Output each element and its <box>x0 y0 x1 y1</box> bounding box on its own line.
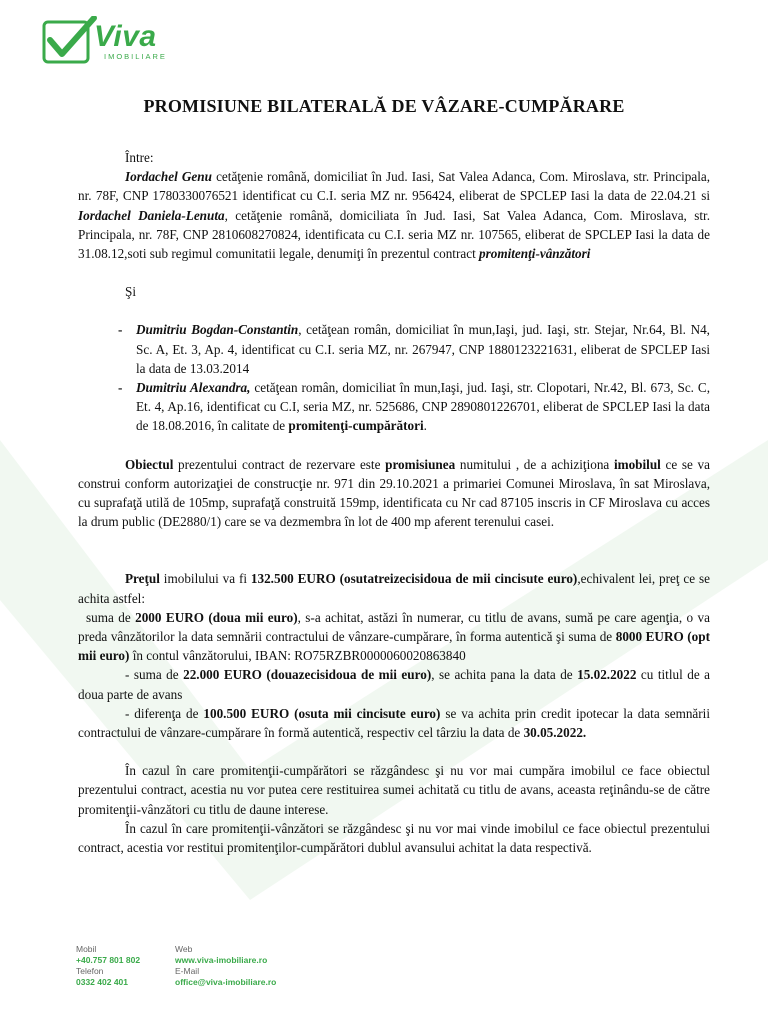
web-label: Web <box>175 944 193 954</box>
price-row-2-date: 15.02.2022 <box>577 667 637 683</box>
sellers-paragraph <box>78 167 710 263</box>
footer-web-column <box>175 944 315 988</box>
price-row-2-a: - suma de <box>125 667 184 683</box>
object-text-3: ce se va construi conform autorizaţiei de construcţie nr. 971 din 29.10.2021 a primariei Comunei Miroslava, în sat Miroslava, cu suprafaţă utilă de 105mp, suprafaţă construită 159mp, identificata cu Nr cad 87105 inscris in CF Miroslava cu acces la drum public (DE2880/1) care se va dezmembra în lot de 400 mp aferent terenului casei. <box>78 456 710 530</box>
price-row-3-c: se va achita prin credit ipotecar la data semnării contractului de vânzare-cumpărare în formă autentică, respectiv cel târziu la data de <box>78 705 710 741</box>
seller2-details: , cetăţenie română, domiciliata în Jud. Iasi, Sat Valea Adanca, Com. Miroslava, str. Principala, nr. 78F, CNP 2810608270824, identificata cu C.I. seria MZ nr. 107565, eliberat de SPCLEP Iasi la data de 31.08.12,soti sub regimul comunitatii legale, denumiţi în prezentul contract <box>78 207 710 262</box>
telefon-number[interactable]: 0332 402 401 <box>76 977 128 987</box>
seller1-details: cetăţenie română, domiciliat în Jud. Iasi, Sat Valea Adanca, Com. Miroslava, str. Principala, nr. 78F, CNP 1780330076521 identificat cu C.I. seria MZ nr. 956424, eliberat de SPCLEP Iasi la data de 22.04.21 si <box>78 169 711 204</box>
price-row-1-e: în contul vânzătorului, IBAN: RO75RZBR0000060020863840 <box>129 648 466 664</box>
telefon-label: Telefon <box>76 966 104 976</box>
seller2-name: Iordachel Daniela-Lenuta <box>78 207 225 223</box>
buyers-list <box>78 320 710 435</box>
price-row-3 <box>78 704 710 742</box>
clause-paragraph: În cazul în care promitenţii-vânzători se răzgândesc şi nu vor mai vinde imobilul ce face obiectul prezentului contract, acestia vor restitui promitenţilor-cumpărători dublul avansului achitat la data respectivă. <box>78 820 710 856</box>
bullet-dash: - <box>118 380 123 396</box>
document-title: PROMISIUNE BILATERALĂ DE VÂZARE-CUMPĂRARE <box>143 96 625 116</box>
price-row-1-a: suma de <box>86 609 136 625</box>
price-label: Preţul <box>125 571 160 587</box>
object-text-2: numitului , de a achiziţiona <box>455 456 614 472</box>
logo-subtitle: IMOBILIARE <box>104 52 167 61</box>
price-total: 132.500 EURO (osutatreizecisidoua de mii cincisute euro) <box>250 571 578 587</box>
mobil-number[interactable]: +40.757 801 802 <box>76 955 141 965</box>
intro-label: Între: <box>125 150 154 165</box>
price-row-1 <box>78 608 710 666</box>
price-row-1-amount: 2000 EURO (doua mii euro) <box>135 609 298 625</box>
buyer2-details: cetăţean român, domiciliat în mun,Iaşi, jud. Iaşi, str. Clopotari, Nr.42, Bl. 673, Sc. C, Et. 4, Ap.16, identificat cu C.I, seria MZ, nr. 525686, CNP 2890801226701, eliberat de SPCLEP Iasi la data de 18.08.2016, în calitate de <box>136 380 710 434</box>
email-link[interactable]: office@viva-imobiliare.ro <box>175 977 277 987</box>
price-row-2-amount: 22.000 EURO (douazecisidoua de mii euro) <box>183 667 432 683</box>
buyer-item <box>78 320 710 378</box>
price-row-3-a: - diferenţa de <box>125 705 204 721</box>
price-text-2: ,echivalent lei, preţ ce se achita astfel: <box>78 571 710 606</box>
price-row-3-date: 30.05.2022. <box>523 725 587 741</box>
mobil-label: Mobil <box>76 944 97 954</box>
email-label: E-Mail <box>175 966 200 976</box>
buyer1-details: , cetăţean român, domiciliat în mun,Iaşi, jud. Iaşi, str. Stejar, Nr.64, Bl. N4, Sc. A, Et. 3, Ap. 4, identificat cu C.I. seria MZ, nr. 267947, CNP 1880123221631, eliberat de SPCLEP Iasi la data de 13.03.2014 <box>136 322 710 376</box>
object-property: imobilul <box>613 456 661 472</box>
object-text-1: prezentului contract de rezervare este <box>173 456 386 472</box>
price-text-1: imobilului va fi <box>159 571 251 587</box>
price-row-2-e: cu titlul de a doua parte de avans <box>78 667 710 702</box>
price-row-2 <box>78 665 710 703</box>
price-row-2-c: , se achita pana la data de <box>431 667 578 683</box>
price-paragraph <box>78 569 710 607</box>
buyer2-tail: . <box>423 418 427 434</box>
web-link[interactable]: www.viva-imobiliare.ro <box>175 955 268 965</box>
bullet-dash: - <box>118 322 123 338</box>
buyer-item <box>78 378 710 436</box>
seller1-name: Iordachel Genu <box>125 169 212 185</box>
logo-name: Viva <box>94 20 157 53</box>
buyer1-name: Dumitriu Bogdan-Constantin <box>136 322 299 338</box>
object-paragraph <box>78 455 710 532</box>
price-row-1-amount-2: 8000 EURO (opt mii euro) <box>78 629 710 664</box>
object-promise: promisiunea <box>385 456 456 472</box>
buyer2-name: Dumitriu Alexandra, <box>136 380 251 396</box>
document-body <box>78 148 710 857</box>
object-label: Obiectul <box>125 456 174 472</box>
and-label: Şi <box>125 284 136 300</box>
sellers-role: promitenţi-vânzători <box>479 246 591 262</box>
price-row-1-c: , s-a achitat, astăzi în numerar, cu titlu de avans, sumă pe care agenţia, o va preda vânzătorilor la data semnării contractului de vânzare-cumpărare, în forma autentică şi suma de <box>78 609 710 645</box>
clause-paragraph: În cazul în care promitenţii-cumpărători se răzgândesc şi nu vor mai cumpăra imobilul ce face obiectul prezentului contract, acestia nu vor putea cere restituirea sumei achitată cu titlu de avans, aceasta reţinându-se de către promitenţii-vânzători cu titlu de daune interese. <box>78 763 710 817</box>
price-row-3-amount: 100.500 EURO (osuta mii cincisute euro) <box>203 705 441 721</box>
buyers-role: promitenţi-cumpărători <box>288 418 424 434</box>
